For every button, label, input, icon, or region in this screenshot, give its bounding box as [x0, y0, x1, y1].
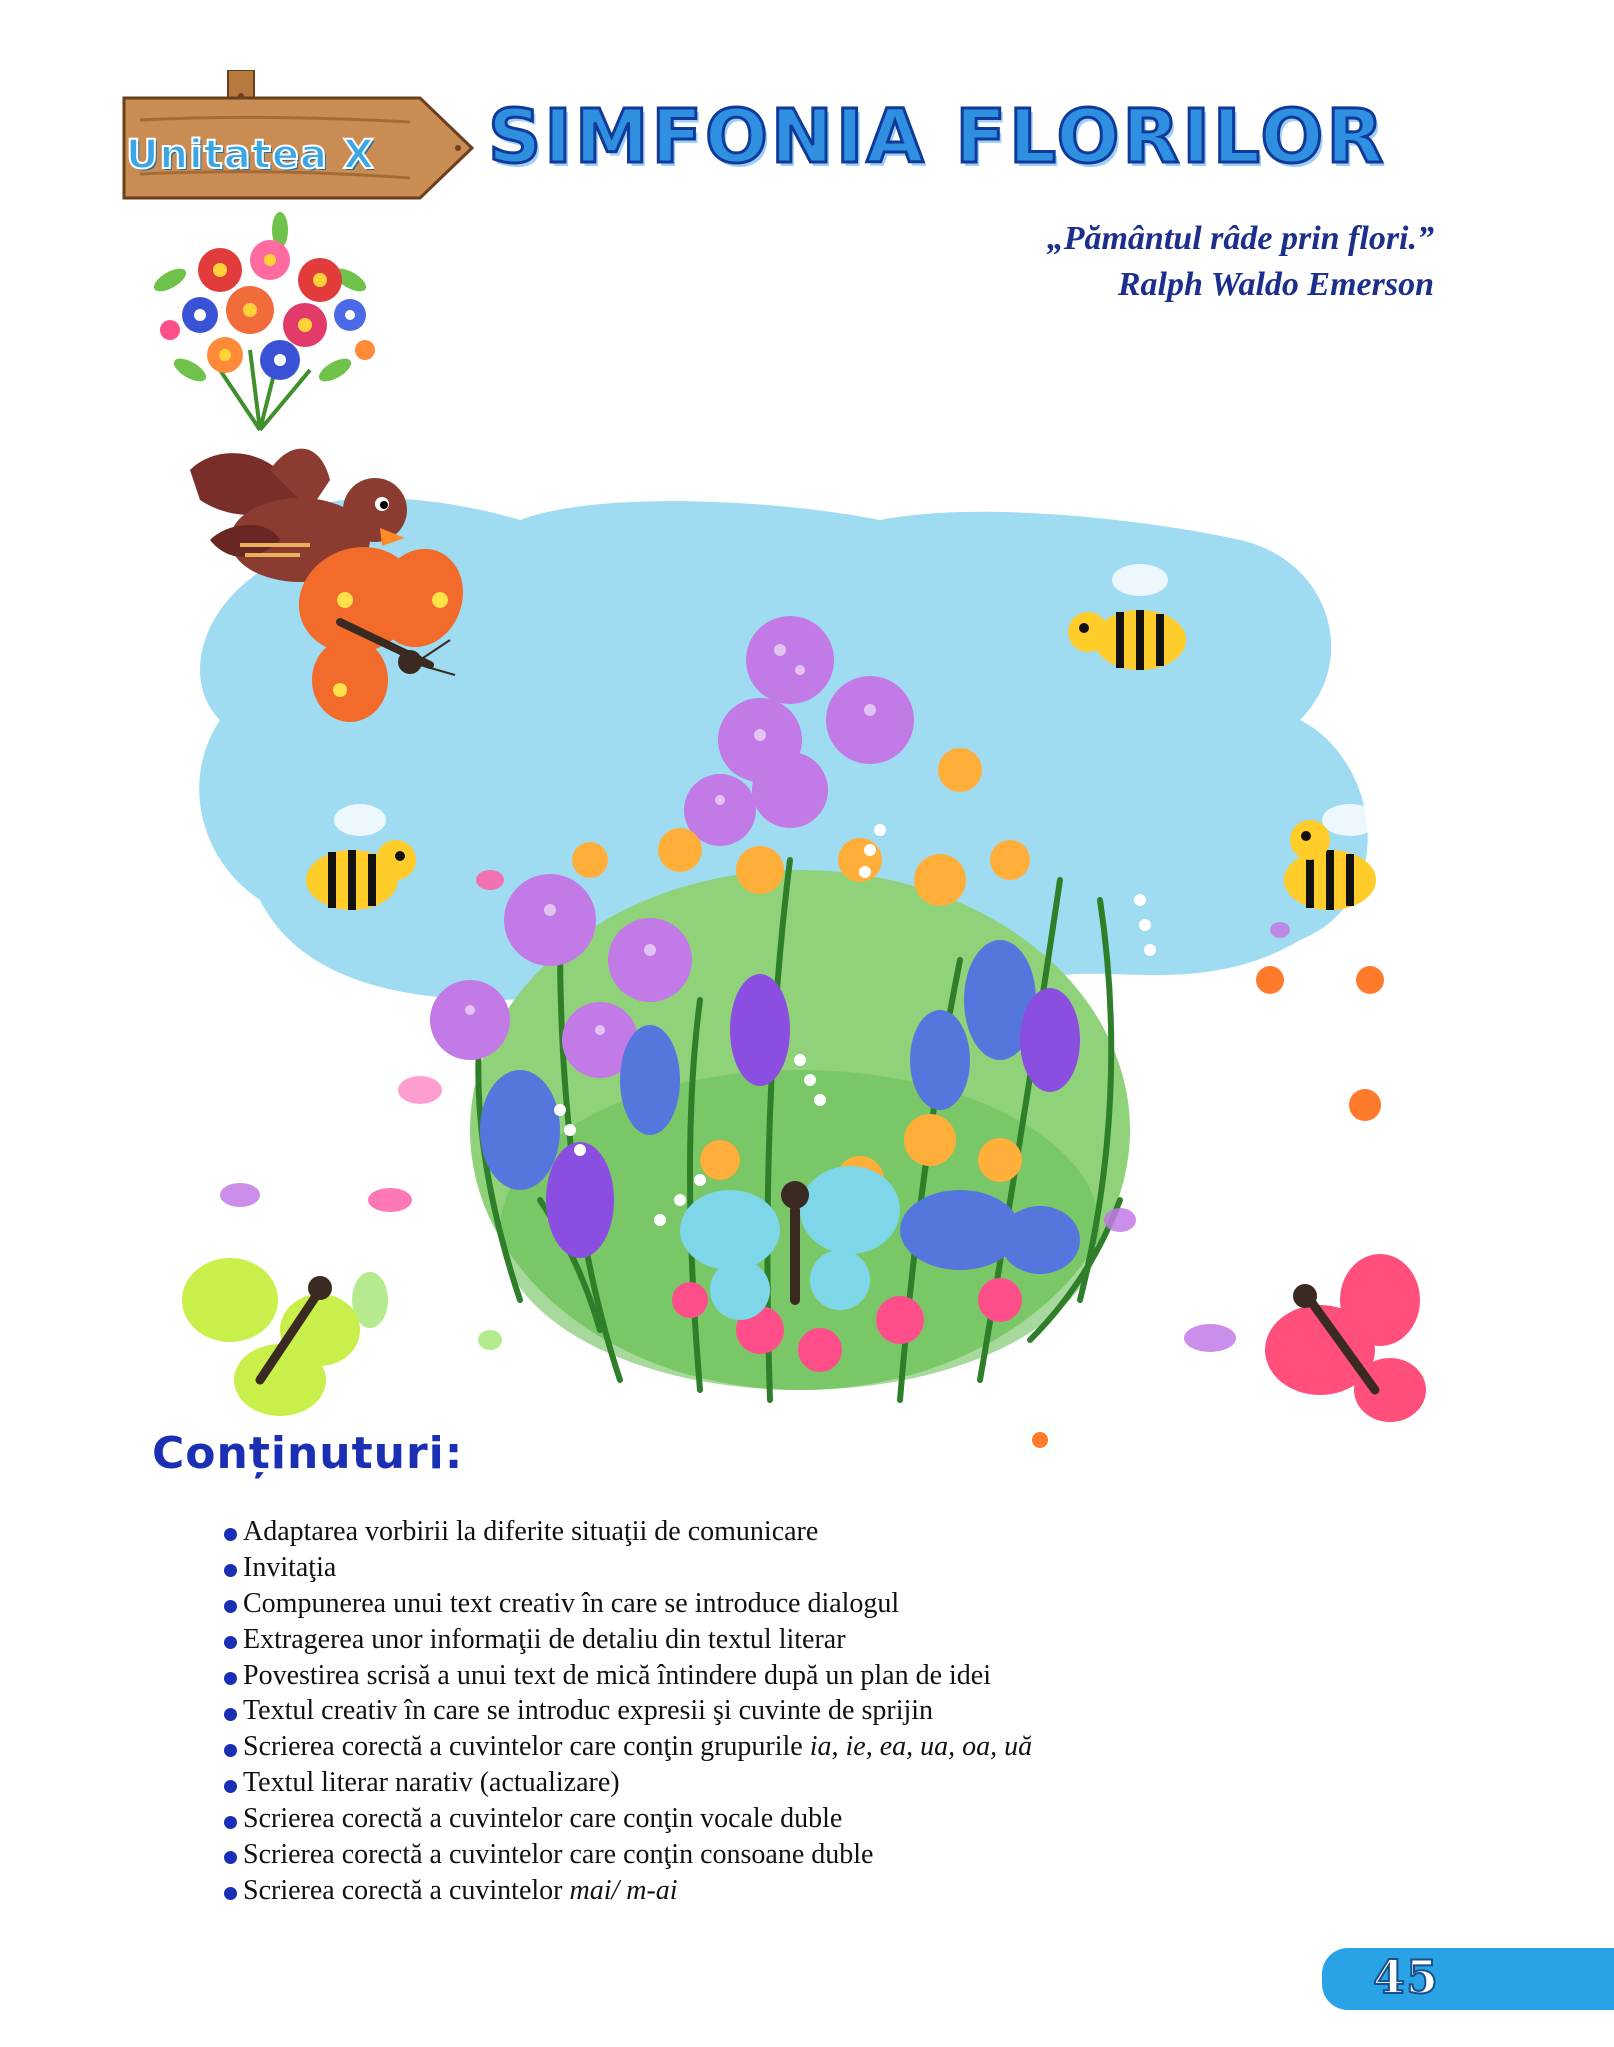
list-item-italic: ia, ie, ea, ua, oa, uă [809, 1731, 1033, 1763]
bullet-icon [224, 1851, 237, 1864]
bullet-icon [224, 1564, 237, 1577]
list-item-text: Textul literar narativ (actualizare) [243, 1767, 620, 1799]
contents-list [224, 1514, 1324, 1909]
flower-garden-illustration [0, 320, 1614, 1460]
list-item-text: Compunerea unui text creativ în care se introduce dialogul [243, 1587, 900, 1619]
list-item-text: Textul creativ în care se introduc expresii şi cuvinte de sprijin [243, 1695, 934, 1727]
bullet-icon [224, 1672, 237, 1685]
list-item-text: Scrierea corectă a cuvintelor care conţin vocale duble [243, 1803, 843, 1835]
butterfly-icon-yellow [182, 1258, 360, 1416]
list-item-text: Adaptarea vorbirii la diferite situaţii de comunicare [243, 1516, 819, 1547]
list-item [224, 1801, 1324, 1837]
list-item-text: Povestirea scrisă a unui text de mică întindere după un plan de idei [243, 1659, 991, 1691]
list-item-text: Scrierea corectă a cuvintelor [243, 1874, 570, 1906]
contents-heading: Conținuturi: [152, 1428, 464, 1479]
list-item [224, 1765, 1324, 1801]
list-item-italic: mai/ m-ai [569, 1874, 678, 1906]
bullet-icon [224, 1780, 237, 1793]
list-item [224, 1514, 1324, 1550]
list-item-text: Scrierea corectă a cuvintelor care conţin consoane duble [243, 1839, 874, 1871]
quote-author: Ralph Waldo Emerson [1117, 266, 1434, 303]
list-item [224, 1693, 1324, 1729]
bullet-icon [224, 1600, 237, 1613]
list-item-text: Scrierea corectă a cuvintelor care conţin grupurile [243, 1731, 810, 1763]
butterfly-icon-pink [1265, 1254, 1426, 1422]
page-number: 45 [1372, 1950, 1439, 2004]
list-item-text: Invitaţia [243, 1551, 337, 1583]
bullet-icon [224, 1744, 237, 1757]
unit-label: Unitatea X [126, 132, 375, 178]
list-item [224, 1586, 1324, 1622]
bullet-icon [224, 1636, 237, 1649]
page-title: SIMFONIA FLORILOR [488, 94, 1387, 180]
list-item [224, 1837, 1324, 1873]
bullet-icon [224, 1816, 237, 1829]
list-item [224, 1550, 1324, 1586]
bullet-icon [224, 1528, 237, 1541]
list-item [224, 1622, 1324, 1658]
list-item [224, 1729, 1324, 1765]
quote-text: „Pământul râde prin flori.” [1046, 220, 1434, 257]
bullet-icon [224, 1887, 237, 1900]
list-item [224, 1658, 1324, 1694]
list-item [224, 1873, 1324, 1909]
list-item-text: Extragerea unor informaţii de detaliu din textul literar [243, 1623, 846, 1655]
bullet-icon [224, 1708, 237, 1721]
